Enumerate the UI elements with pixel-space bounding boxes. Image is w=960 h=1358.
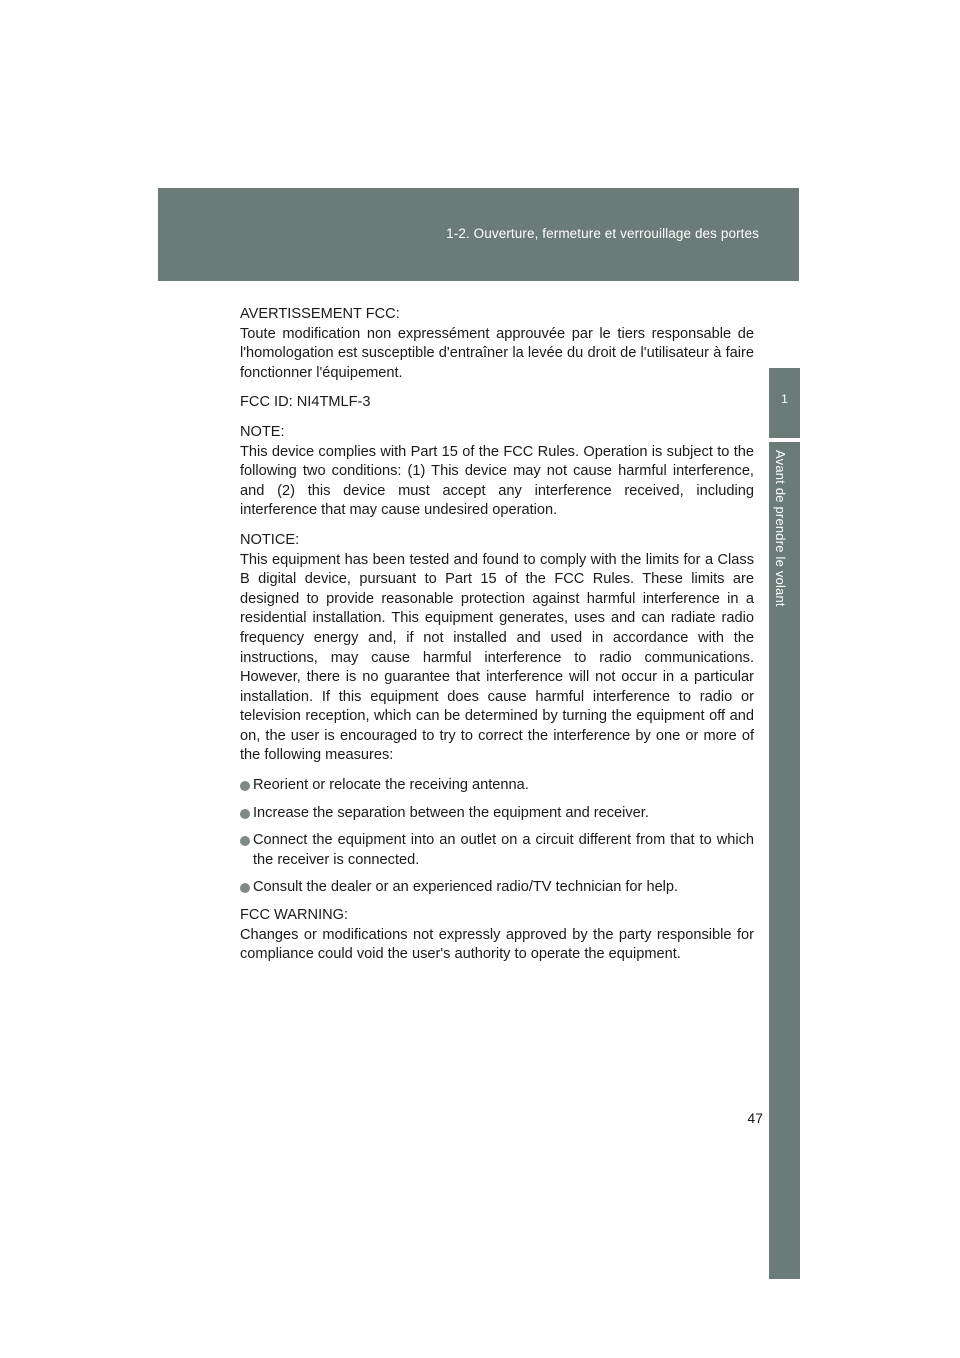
fcc-warning-en-body: Changes or modifications not expressly approved by the party responsible for compliance could void the user's authority to operate the equipment. <box>240 926 754 963</box>
note-body: This device complies with Part 15 of the FCC Rules. Operation is subject to the following two conditions: (1) This device may not cause harmful interference, and (2) this device must accept any interference received, including interference that may cause undesired operation. <box>240 443 754 519</box>
chapter-number: 1 <box>781 392 788 406</box>
list-item-text: Consult the dealer or an experienced radio/TV technician for help. <box>253 879 679 896</box>
list-item <box>240 831 754 870</box>
notice-body: This equipment has been tested and found to comply with the limits for a Class B digital device, pursuant to Part 15 of the FCC Rules. These limits are designed to provide reasonable protection against harmful interference in a residential installation. This equipment generates, uses and can radiate radio frequency energy and, if not installed and used in accordance with the instructions, may cause harmful interference to radio communications. However, there is no guarantee that interference will not occur in a particular installation. If this equipment does cause harmful interference to radio or television reception, which can be determined by turning the equipment off and on, the user is encouraged to try to correct the interference by one or more of the following measures: <box>240 551 754 764</box>
list-item <box>240 878 754 898</box>
measures-list <box>240 776 754 898</box>
header-band <box>158 188 799 281</box>
list-item <box>240 776 754 796</box>
list-item-text: Connect the equipment into an outlet on a circuit different from that to which the receiver is connected. <box>253 832 754 868</box>
bullet-dot-icon <box>240 809 250 819</box>
page-content <box>240 305 754 975</box>
notice-section <box>240 531 754 766</box>
fcc-warning-en-heading: FCC WARNING: <box>240 907 349 924</box>
fcc-warning-fr <box>240 305 754 383</box>
bullet-dot-icon <box>240 883 250 893</box>
bullet-dot-icon <box>240 781 250 791</box>
fcc-id: FCC ID: NI4TMLF-3 <box>240 394 371 411</box>
notice-heading: NOTICE: <box>240 531 300 548</box>
fcc-warning-fr-heading: AVERTISSEMENT FCC: <box>240 306 400 322</box>
chapter-tab-number <box>769 368 800 438</box>
page-number: 47 <box>747 1110 763 1126</box>
list-item-text: Reorient or relocate the receiving antenna. <box>253 777 529 794</box>
note-section <box>240 423 754 521</box>
fcc-warning-fr-body: Toute modification non expressément approuvée par le tiers responsable de l'homologation est susceptible d'entraîner la levée du droit de l'utilisateur à faire fonctionner l'équipement. <box>240 325 754 381</box>
list-item-text: Increase the separation between the equipment and receiver. <box>253 804 649 821</box>
fcc-warning-en <box>240 906 754 965</box>
list-item <box>240 804 754 824</box>
note-heading: NOTE: <box>240 423 285 440</box>
bullet-dot-icon <box>240 836 250 846</box>
section-title: 1-2. Ouverture, fermeture et verrouillage des portes <box>446 226 759 241</box>
chapter-tab-label <box>769 442 800 1279</box>
chapter-label: Avant de prendre le volant <box>773 450 788 607</box>
